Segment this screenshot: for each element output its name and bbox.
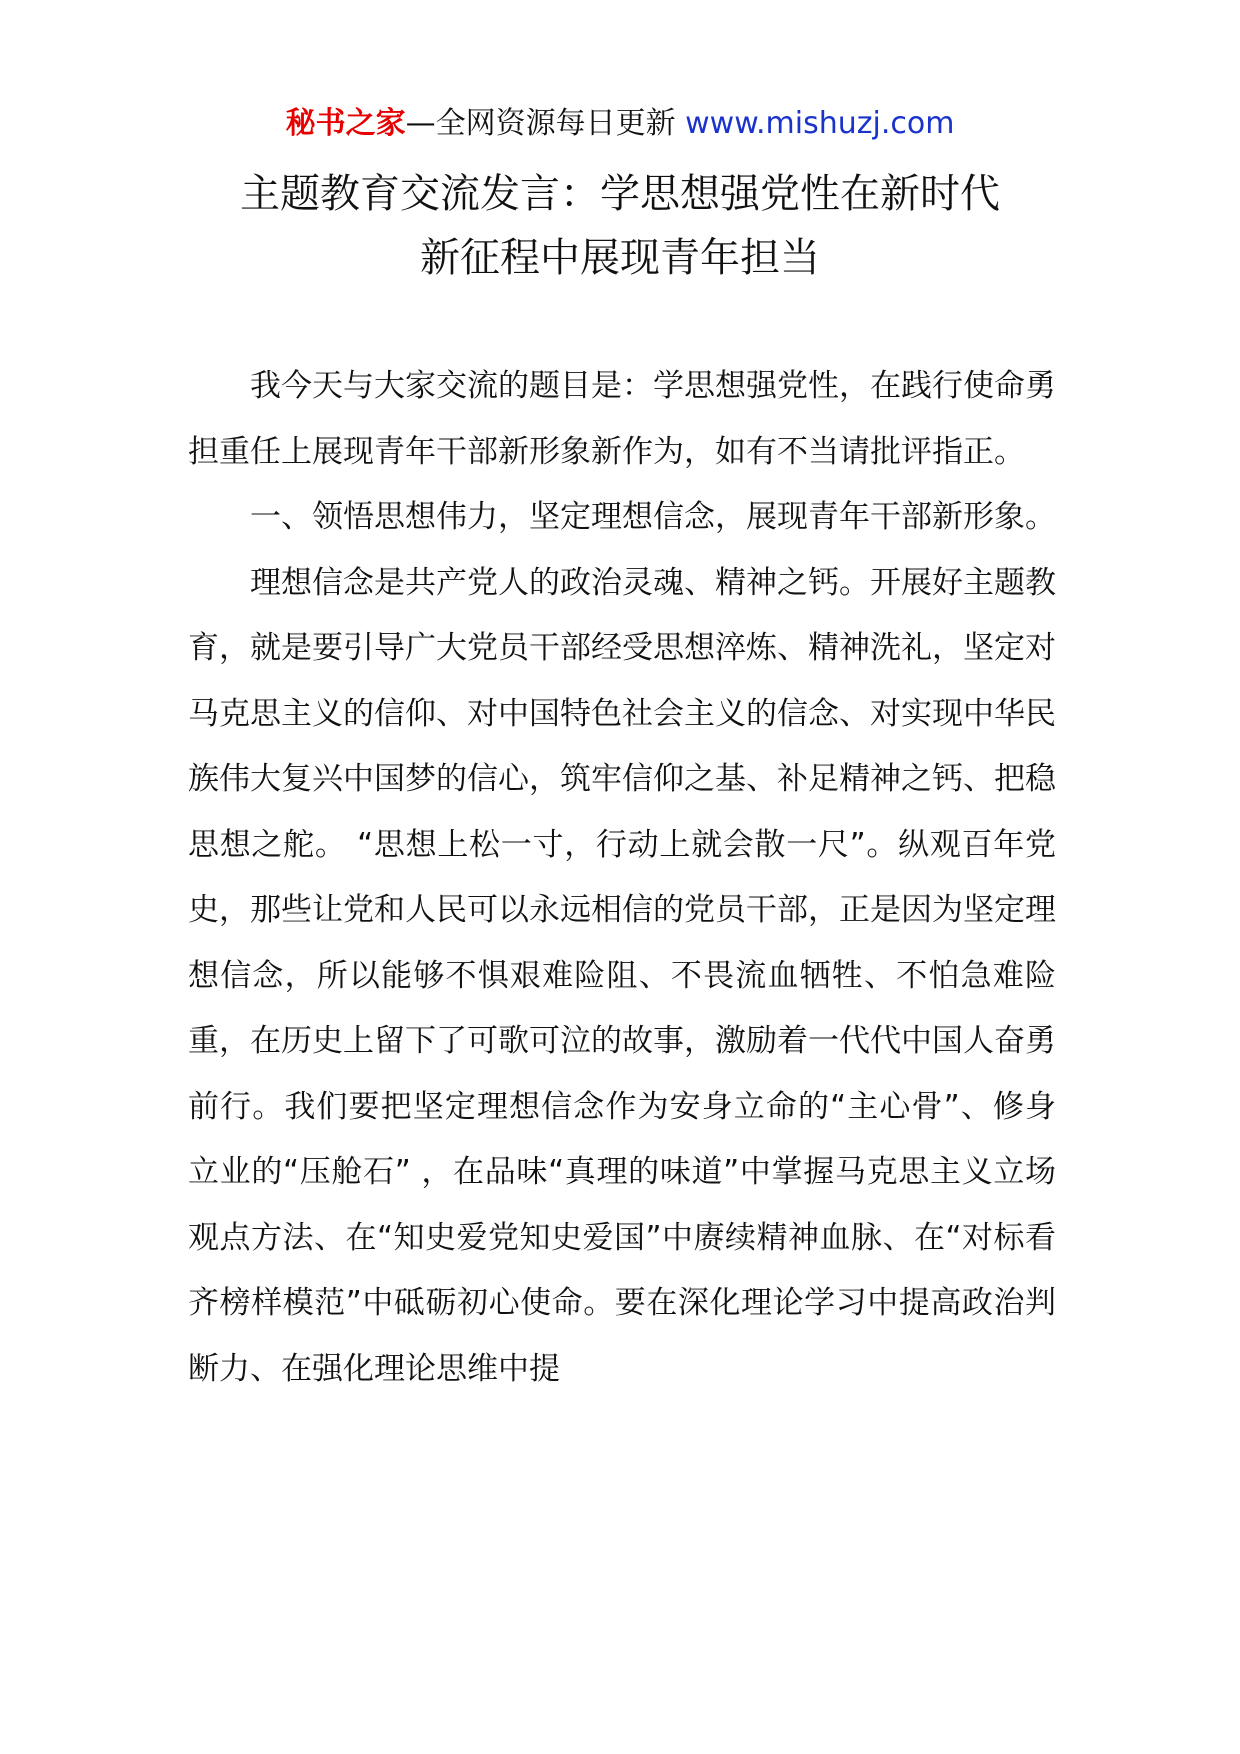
section-heading-1: 一、领悟思想伟力，坚定理想信念，展现青年干部新形象。 — [250, 499, 1056, 535]
brand-name: 秘书之家 — [285, 106, 406, 141]
paragraph-intro: 我今天与大家交流的题目是：学思想强党性，在践行使命勇担重任上展现青年干部新形象新作为，如有不当请批评指正。 — [188, 368, 1056, 470]
document-body — [188, 354, 1056, 1402]
site-header — [0, 100, 1240, 148]
document-title — [0, 162, 1240, 290]
site-url[interactable]: www.mishuzj.com — [685, 106, 955, 141]
paragraph-body-1: 理想信念是共产党人的政治灵魂、精神之钙。开展好主题教育，就是要引导广大党员干部经受思想淬炼、精神洗礼，坚定对马克思主义的信仰、对中国特色社会主义的信念、对实现中华民族伟大复兴中国梦的信心，筑牢信仰之基、补足精神之钙、把稳思想之舵。 “思想上松一寸，行动上就会散一尺”。纵观百年党史，那些让党和人民可以永远相信的党员干部，正是因为坚定理想信念，所以能够不惧艰难险阻、不畏流血牺牲、不怕急难险重，在历史上留下了可歌可泣的故事，激励着一代代中国人奋勇前行。我们要把坚定理想信念作为安身立命的“主心骨”、修身立业的“压舱石” ，在品味“真理的味道”中掌握马克思主义立场观点方法、在“知史爱党知史爱国”中赓续精神血脉、在“对标看齐榜样模范”中砥砺初心使命。要在深化理论学习中提高政治判断力、在强化理论思维中提 — [188, 564, 1056, 1387]
title-line-1: 主题教育交流发言：学思想强党性在新时代 — [240, 171, 1000, 217]
title-line-2: 新征程中展现青年担当 — [420, 235, 820, 281]
header-tagline: —全网资源每日更新 — [405, 106, 676, 141]
